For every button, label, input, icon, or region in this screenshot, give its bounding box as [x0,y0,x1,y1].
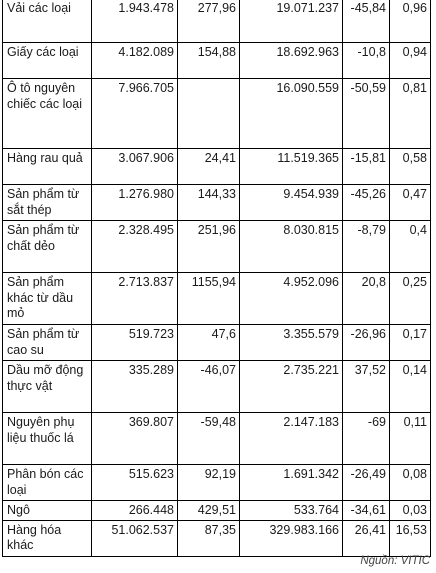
value-cell: 0,11 [390,413,431,465]
value-cell: 8.030.815 [240,221,343,273]
value-cell: 0,81 [390,79,431,149]
value-cell: 154,88 [178,43,240,79]
value-cell: 9.454.939 [240,185,343,221]
value-cell: -10,8 [343,43,390,79]
value-cell: 0,4 [390,221,431,273]
value-cell: 0,14 [390,361,431,413]
value-cell: 2.147.183 [240,413,343,465]
value-cell: 515.623 [92,465,178,501]
value-cell: 19.071.237 [240,0,343,43]
value-cell: -15,81 [343,149,390,185]
value-cell: 20,8 [343,273,390,325]
value-cell: 11.519.365 [240,149,343,185]
value-cell: 533.764 [240,501,343,521]
value-cell: 3.355.579 [240,325,343,361]
item-name-cell: Hàng hóa khác [3,520,92,556]
value-cell: 144,33 [178,185,240,221]
value-cell: 3.067.906 [92,149,178,185]
item-name-cell: Dầu mỡ động thực vật [3,361,92,413]
value-cell: -50,59 [343,79,390,149]
table-row [3,465,431,501]
source-note: Nguồn: VITIC [360,555,430,567]
table-row [3,361,431,413]
value-cell: 18.692.963 [240,43,343,79]
item-name-cell: Sản phẩm từ chất dẻo [3,221,92,273]
value-cell: -45,26 [343,185,390,221]
value-cell: -8,79 [343,221,390,273]
value-cell: -69 [343,413,390,465]
table-row [3,273,431,325]
value-cell: 0,08 [390,465,431,501]
value-cell: 16,53 [390,520,431,556]
value-cell: 92,19 [178,465,240,501]
item-name-cell: Phân bón các loại [3,465,92,501]
value-cell: 329.983.166 [240,520,343,556]
table-row [3,501,431,521]
table-row [3,413,431,465]
item-name-cell: Ngô [3,501,92,521]
value-cell: 16.090.559 [240,79,343,149]
import-data-table [2,0,431,557]
value-cell: 1155,94 [178,273,240,325]
value-cell: 2.328.495 [92,221,178,273]
value-cell: 2.735.221 [240,361,343,413]
value-cell: 251,96 [178,221,240,273]
value-cell: 369.807 [92,413,178,465]
item-name-cell: Sản phẩm từ sắt thép [3,185,92,221]
value-cell: -34,61 [343,501,390,521]
item-name-cell: Giấy các loại [3,43,92,79]
value-cell: 2.713.837 [92,273,178,325]
value-cell: 4.182.089 [92,43,178,79]
value-cell: 519.723 [92,325,178,361]
value-cell: 0,25 [390,273,431,325]
value-cell: 1.276.980 [92,185,178,221]
item-name-cell: Nguyên phụ liệu thuốc lá [3,413,92,465]
value-cell: 51.062.537 [92,520,178,556]
table-row [3,520,431,556]
value-cell: 24,41 [178,149,240,185]
table-row [3,0,431,43]
item-name-cell: Sản phẩm từ cao su [3,325,92,361]
value-cell: 4.952.096 [240,273,343,325]
value-cell: 429,51 [178,501,240,521]
value-cell: 0,94 [390,43,431,79]
value-cell: 37,52 [343,361,390,413]
table-row [3,149,431,185]
value-cell: 1.691.342 [240,465,343,501]
value-cell: 0,47 [390,185,431,221]
value-cell [178,79,240,149]
table-row [3,79,431,149]
value-cell: 277,96 [178,0,240,43]
value-cell: -26,49 [343,465,390,501]
value-cell: 335.289 [92,361,178,413]
table-row [3,221,431,273]
value-cell: 1.943.478 [92,0,178,43]
value-cell: -26,96 [343,325,390,361]
item-name-cell: Hàng rau quả [3,149,92,185]
value-cell: 26,41 [343,520,390,556]
value-cell: 47,6 [178,325,240,361]
table-row [3,43,431,79]
table-row [3,185,431,221]
value-cell: 266.448 [92,501,178,521]
value-cell: 0,03 [390,501,431,521]
value-cell: -59,48 [178,413,240,465]
value-cell: 0,17 [390,325,431,361]
item-name-cell: Sản phẩm khác từ dầu mỏ [3,273,92,325]
value-cell: 87,35 [178,520,240,556]
value-cell: 0,58 [390,149,431,185]
value-cell: -45,84 [343,0,390,43]
table-body [3,0,431,556]
value-cell: 7.966.705 [92,79,178,149]
table-row [3,325,431,361]
value-cell: 0,96 [390,0,431,43]
item-name-cell: Vải các loại [3,0,92,43]
item-name-cell: Ô tô nguyên chiếc các loại [3,79,92,149]
value-cell: -46,07 [178,361,240,413]
